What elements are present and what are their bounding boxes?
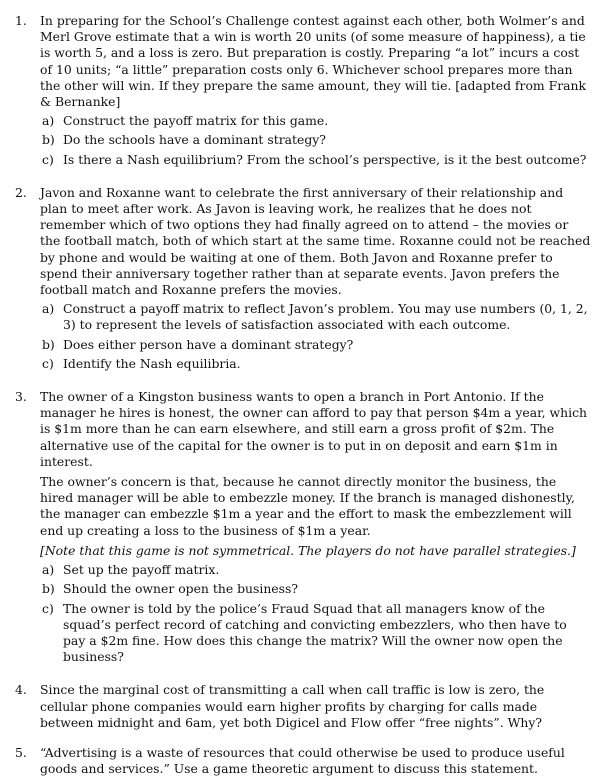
subquestion-text: Do the schools have a dominant strategy? xyxy=(63,132,326,148)
subquestion-text: Should the owner open the business? xyxy=(63,581,298,597)
question-paragraph: The owner’s concern is that, because he cannot directly monitor the business, the hired manager will be able to embezzle money. If the branch is managed dishonestly, the manager can embezzle $1m a year and the effort to mask the embezzlement will end up creating a loss to the business of $1m a year. xyxy=(40,474,575,538)
question-number: 2. xyxy=(15,184,27,200)
subquestion-text: Does either person have a dominant strategy? xyxy=(63,336,354,352)
subquestion xyxy=(40,337,591,353)
question-number: 4. xyxy=(15,682,27,698)
question-text: In preparing for the School’s Challenge contest against each other, both Wolmer’s and Merl Grove estimate that a win is worth 20 units (of some measure of happiness), a tie is worth 5, and a loss is zero. But preparation is costly. Preparing “a lot” incurs a cost of 10 units; “a little” preparation costs only 6. Whichever school prepares more than the other will win. If they prepare the same amount, they will tie. [adapted from Frank & Bernanke] xyxy=(40,13,586,110)
question-text: “Advertising is a waste of resources that could otherwise be used to produce useful goods and services.” Use a game theoretic argument to discuss this statement. xyxy=(40,744,565,777)
subquestion-label: b) xyxy=(42,336,55,352)
subquestion-list xyxy=(40,301,591,372)
subquestion-list xyxy=(40,113,591,168)
question-4 xyxy=(15,682,591,731)
question-text: The owner of a Kingston business wants to open a branch in Port Antonio. If the manager he hires is honest, the owner can afford to pay that person $4m a year, which is $1m more than he can earn elsewhere, and still earn a gross profit of $2m. The alternative use of the capital for the owner is to put in on deposit and earn $1m in interest. xyxy=(40,389,587,469)
subquestion-text: The owner is told by the police’s Fraud Squad that all managers know of the squad’s perfect record of catching and convicting embezzlers, who then have to pay a $2m fine. How does this change the matrix? Will the owner now open the business? xyxy=(63,600,567,665)
question-3 xyxy=(15,389,591,665)
subquestion-label: a) xyxy=(42,113,55,129)
subquestion-list xyxy=(40,562,591,665)
subquestion-label: b) xyxy=(42,132,55,148)
subquestion xyxy=(40,601,591,666)
subquestion-text: Construct the payoff matrix for this game. xyxy=(63,113,329,129)
subquestion-text: Construct a payoff matrix to reflect Javon’s problem. You may use numbers (0, 1, 2, 3) to represent the levels of satisfaction associated with each outcome. xyxy=(63,301,588,333)
subquestion xyxy=(40,562,591,578)
question-number: 3. xyxy=(15,389,27,405)
question-number: 1. xyxy=(15,13,27,28)
subquestion-label: b) xyxy=(42,581,55,597)
subquestion xyxy=(40,356,591,372)
subquestion-label: c) xyxy=(42,151,54,167)
question-text: Javon and Roxanne want to celebrate the first anniversary of their relationship and plan to meet after work. As Javon is leaving work, he realizes that he does not remember which of two options they had finally agreed on to attend – the movies or the football match, both of which start at the same time. Roxanne could not be reached by phone and would be waiting at one of them. Both Javon and Roxanne prefer to spend their anniversary together rather than at separate events. Javon prefers the football match and Roxanne prefers the movies. xyxy=(40,184,591,298)
question-note: [Note that this game is not symmetrical. The players do not have parallel strategies.] xyxy=(40,542,576,558)
subquestion xyxy=(40,152,591,168)
subquestion-label: a) xyxy=(42,301,55,317)
subquestion-label: a) xyxy=(42,562,55,578)
question-text: Since the marginal cost of transmitting a call when call traffic is low is zero, the cellular phone companies would earn higher profits by charging for calls made between midnight and 6am, yet both Digicel and Flow offer “free nights”. Why? xyxy=(40,682,545,730)
subquestion-label: c) xyxy=(42,600,54,616)
question-number: 5. xyxy=(15,744,27,760)
question-5 xyxy=(15,744,591,777)
question-2 xyxy=(15,184,591,372)
subquestion-text: Set up the payoff matrix. xyxy=(63,562,220,578)
subquestion-text: Identify the Nash equilibria. xyxy=(63,355,241,371)
question-1 xyxy=(15,13,591,168)
subquestion-text: Is there a Nash equilibrium? From the school’s perspective, is it the best outcome? xyxy=(63,151,587,167)
subquestion xyxy=(40,132,591,148)
subquestion-label: c) xyxy=(42,355,54,371)
subquestion xyxy=(40,113,591,129)
subquestion xyxy=(40,301,591,333)
subquestion xyxy=(40,581,591,597)
